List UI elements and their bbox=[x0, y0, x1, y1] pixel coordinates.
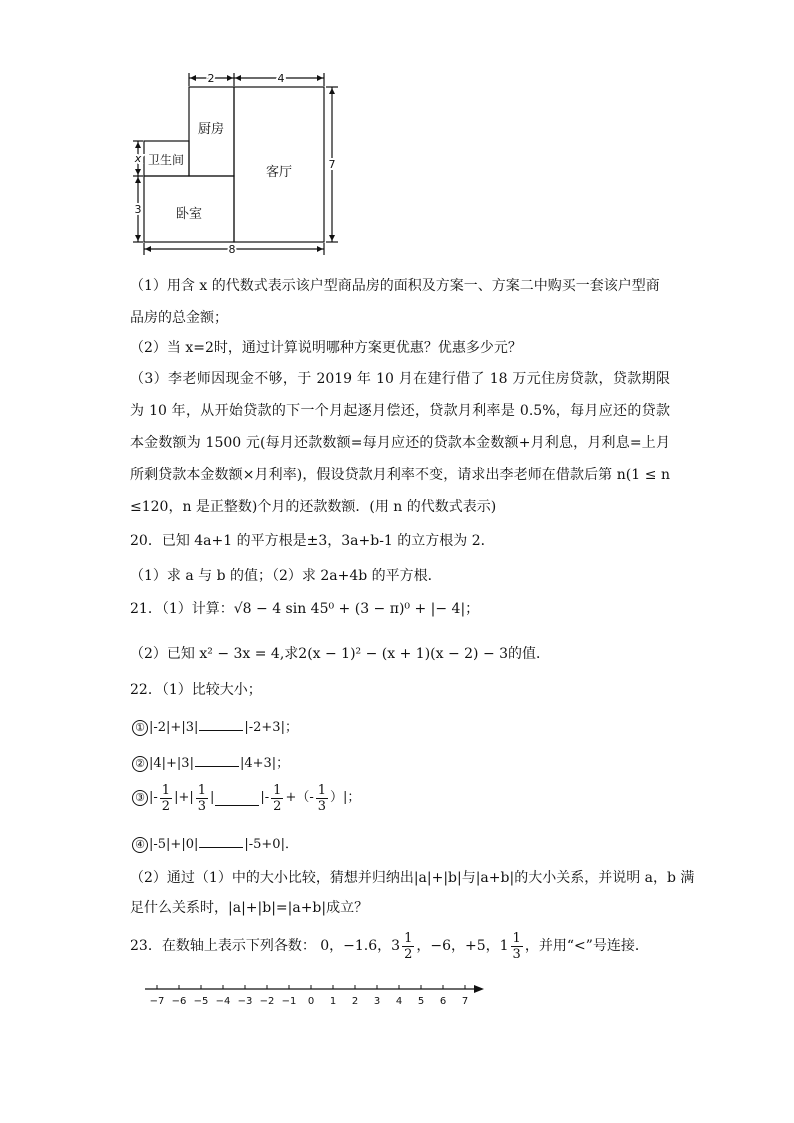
q23-stem-c: ，并用“<”号连接． bbox=[524, 938, 649, 954]
q22-item2 bbox=[132, 752, 289, 774]
fraction-one-third-b: $\frac{1}{3}$ bbox=[317, 782, 327, 814]
q22-part2-line2: 足什么关系时，|a|+|b|=|a+b|成立？ bbox=[130, 900, 369, 916]
kitchen-label: 厨房 bbox=[197, 122, 225, 137]
dim-top-left-label: 2 bbox=[207, 72, 215, 85]
number-line-tick-label: −3 bbox=[237, 996, 253, 1007]
q22-item3-right-close: ）|； bbox=[330, 790, 361, 805]
q20-stem: 20．已知 4a+1 的平方根是±3，3a+b-1 的立方根为 2． bbox=[130, 533, 495, 549]
q23-stem-a: 23．在数轴上表示下列各数： 0，−1.6，3 bbox=[130, 938, 401, 954]
q22-item1 bbox=[132, 716, 298, 738]
number-line-tick-label: 1 bbox=[329, 996, 337, 1007]
q23-stem-b: ，−6，+5，1 bbox=[416, 938, 509, 954]
q22-item3-abs-close: | bbox=[210, 790, 215, 805]
number-line-tick-label: 2 bbox=[351, 996, 359, 1007]
q21-part1-expression: √8 − 4 sin 45⁰ + (3 − π)⁰ + |− 4|； bbox=[233, 601, 480, 617]
fraction-one-third: $\frac{1}{3}$ bbox=[197, 782, 206, 814]
q22-item1-answer-blank[interactable] bbox=[199, 716, 243, 731]
living-room-label: 客厅 bbox=[265, 165, 293, 180]
circled-4-icon: ④ bbox=[132, 837, 148, 853]
bathroom-label: 卫生间 bbox=[147, 153, 185, 167]
number-line-tick-label: 4 bbox=[395, 996, 403, 1007]
fraction-one-and-third: $\frac{1}{3}$ bbox=[512, 930, 521, 962]
number-line-tick-label: −4 bbox=[215, 996, 231, 1007]
number-line-tick-label: 6 bbox=[439, 996, 447, 1007]
q22-item1-right: |-2+3|； bbox=[244, 720, 298, 735]
q22-item2-answer-blank[interactable] bbox=[195, 752, 239, 767]
dim-right-label: 7 bbox=[328, 158, 336, 171]
number-line-tick-label: −1 bbox=[281, 996, 297, 1007]
q22-stem: 22．（1）比较大小； bbox=[130, 682, 262, 698]
dim-left-x-label: x bbox=[134, 152, 142, 165]
q19-part1-line2: 品房的总金额； bbox=[130, 310, 228, 326]
number-line-tick-label: 7 bbox=[461, 996, 469, 1007]
number-line-tick-label: 3 bbox=[373, 996, 381, 1007]
q22-item4-answer-blank[interactable] bbox=[199, 833, 243, 848]
q22-item3 bbox=[132, 778, 360, 818]
dim-top-right-label: 4 bbox=[277, 72, 285, 85]
number-line-tick-label: 0 bbox=[307, 996, 315, 1007]
q22-item1-left: |-2|+|3| bbox=[149, 720, 199, 735]
number-line-tick-label: 5 bbox=[417, 996, 425, 1007]
q21-part1-prefix: 21．（1）计算： bbox=[130, 601, 234, 617]
q20-subparts: （1）求 a 与 b 的值；（2）求 2a+4b 的平方根． bbox=[130, 568, 442, 584]
q22-item3-right-open: |- bbox=[260, 790, 270, 805]
q22-part2-line1: （2）通过（1）中的大小比较，猜想并归纳出|a|+|b|与|a+b|的大小关系，并说明 a，b 满 bbox=[130, 870, 695, 886]
circled-1-icon: ① bbox=[132, 720, 148, 736]
q22-item4-right: |-5+0|． bbox=[244, 837, 298, 852]
q22-item3-plus: |+| bbox=[174, 790, 194, 805]
floor-plan-diagram bbox=[0, 0, 794, 270]
q22-item2-right: |4+3|； bbox=[239, 756, 290, 771]
q19-part2: （2）当 x=2时，通过计算说明哪种方案更优惠？优惠多少元？ bbox=[130, 340, 522, 356]
q22-item3-answer-blank[interactable] bbox=[215, 791, 259, 806]
q19-part3: （3）李老师因现金不够，于 2019 年 10 月在建行借了 18 万元住房贷款，贷款期限为 10 年，从开始贷款的下一个月起逐月偿还，贷款月利率是 0.5%，每月应还的贷款本金数额为 1500 元(每月还款数额=每月应还的贷款本金数额+月利息，月利息=上月所剩贷款本金数额×月利率)，假设贷款月利率不变，请求出李老师在借款后第 n(1 ≤ n ≤120，n 是正整数)个月的还款数额．(用 n 的代数式表示) bbox=[130, 371, 670, 515]
q22-item2-left: |4|+|3| bbox=[149, 756, 194, 771]
q19-part1-line1: （1）用含 x 的代数式表示该户型商品房的面积及方案一、方案二中购买一套该户型商 bbox=[130, 278, 660, 294]
q21-part2: （2）已知 x² − 3x = 4,求2(x − 1)² − (x + 1)(x − 2) − 3的值． bbox=[130, 646, 551, 662]
number-line-tick-label: −5 bbox=[193, 996, 209, 1007]
q22-item3-abs-open: |- bbox=[149, 790, 158, 805]
dim-bottom-label: 8 bbox=[228, 243, 236, 256]
circled-3-icon: ③ bbox=[132, 790, 148, 806]
fraction-one-half: $\frac{1}{2}$ bbox=[161, 782, 171, 814]
fraction-one-half-b: $\frac{1}{2}$ bbox=[273, 782, 282, 814]
dim-left-3-label: 3 bbox=[134, 203, 142, 216]
number-line-arrow-icon bbox=[474, 985, 484, 993]
q22-item3-right-mid: +（- bbox=[285, 790, 314, 805]
q21-part1 bbox=[130, 599, 479, 619]
bedroom-label: 卧室 bbox=[175, 207, 203, 222]
q22-item4-left: |-5|+|0| bbox=[149, 837, 199, 852]
fraction-three-and-half: $\frac{1}{2}$ bbox=[404, 930, 413, 962]
number-line bbox=[0, 975, 794, 1015]
q22-item4 bbox=[132, 833, 298, 855]
circled-2-icon: ② bbox=[132, 756, 148, 772]
number-line-tick-label: −2 bbox=[259, 996, 275, 1007]
number-line-tick-label: −7 bbox=[149, 996, 165, 1007]
number-line-tick-label: −6 bbox=[171, 996, 187, 1007]
q23-stem bbox=[130, 926, 649, 966]
